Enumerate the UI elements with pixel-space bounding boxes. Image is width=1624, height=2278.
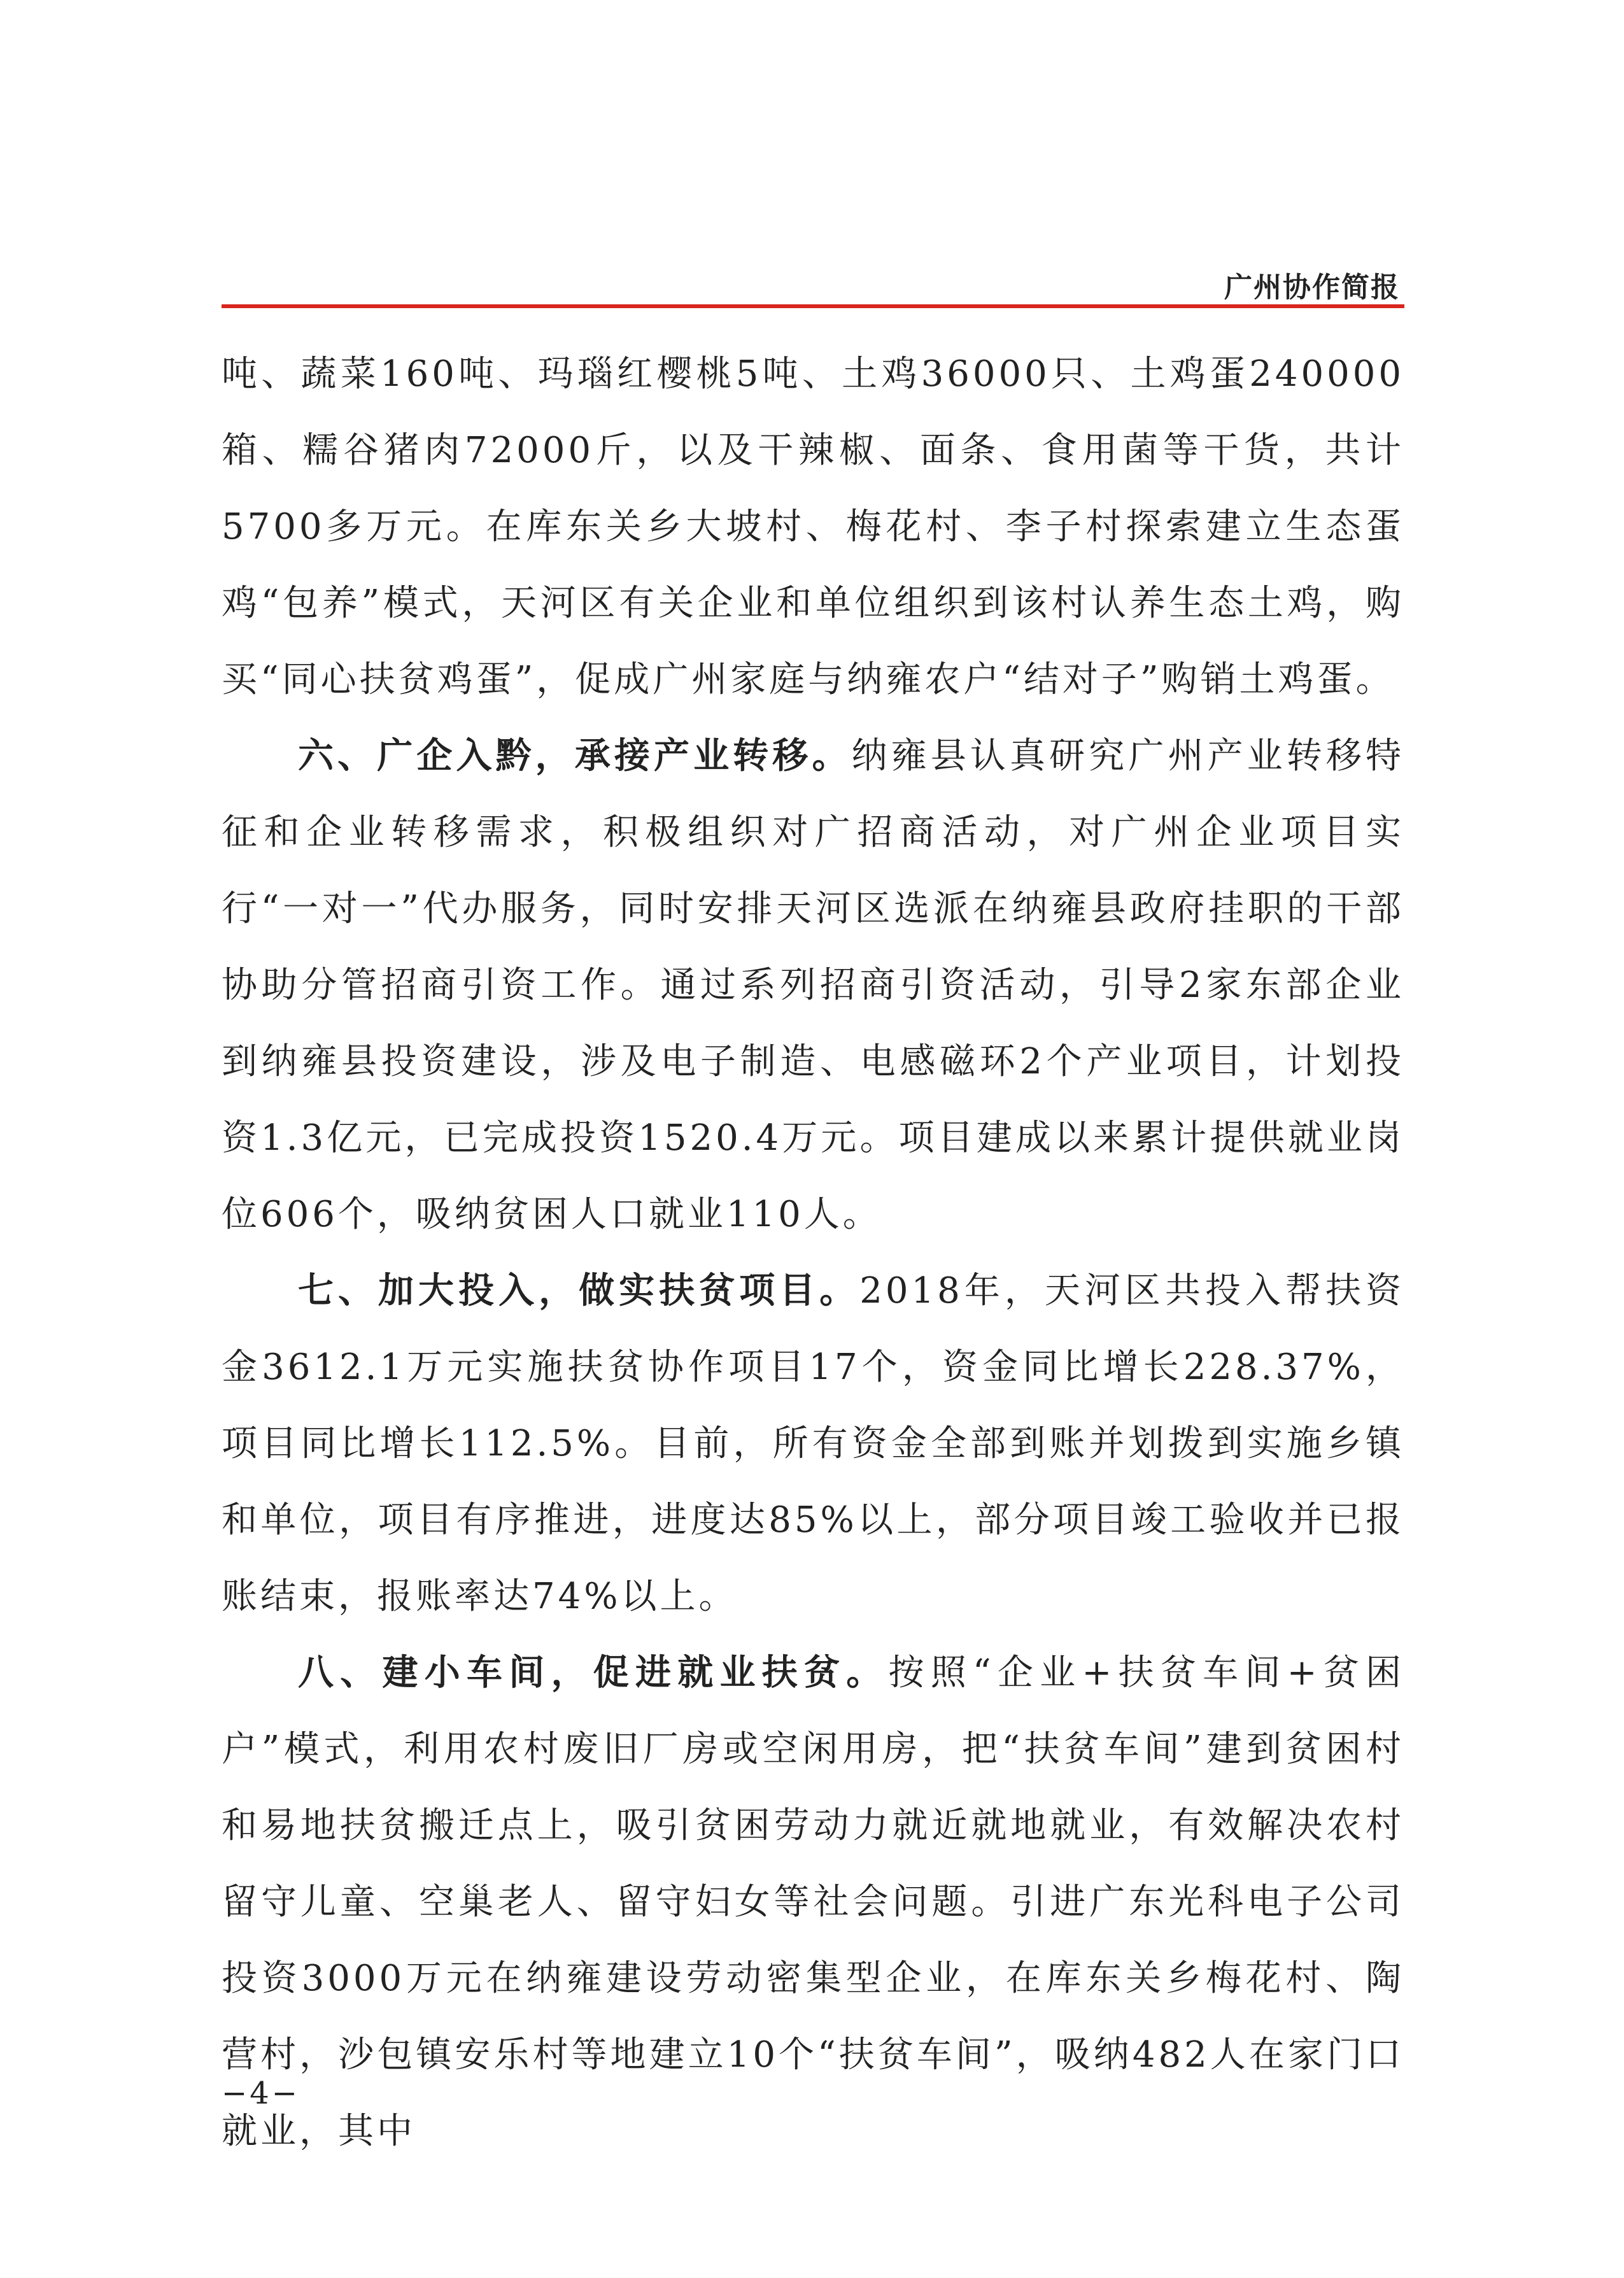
header-title: 广州协作简报 [1224, 271, 1400, 304]
header-divider [222, 304, 1404, 308]
document-body [222, 336, 1404, 2170]
paragraph-text: 吨、蔬菜160吨、玛瑙红樱桃5吨、土鸡36000只、土鸡蛋240000箱、糯谷猪肉72000斤，以及干辣椒、面条、食用菌等干货，共计5700多万元。在库东关乡大坡村、梅花村、李子村探索建立生态蛋鸡“包养”模式，天河区有关企业和单位组织到该村认养生态土鸡，购买“同心扶贫鸡蛋”，促成广州家庭与纳雍农户“结对子”购销土鸡蛋。 [222, 353, 1404, 700]
paragraph-section-6 [222, 718, 1404, 1253]
paragraph-text: 按照“企业+扶贫车间+贫困户”模式，利用农村废旧厂房或空闲用房，把“扶贫车间”建到贫困村和易地扶贫搬迁点上，吸引贫困劳动力就近就地就业，有效解决农村留守儿童、空巢老人、留守妇女等社会问题。引进广东光科电子公司投资3000万元在纳雍建设劳动密集型企业，在库东关乡梅花村、陶营村，沙包镇安乐村等地建立10个“扶贫车间”，吸纳482人在家门口就业，其中 [222, 1652, 1404, 2152]
paragraph-text: 纳雍县认真研究广州产业转移特征和企业转移需求，积极组织对广招商活动，对广州企业项目实行“一对一”代办服务，同时安排天河区选派在纳雍县政府挂职的干部协助分管招商引资工作。通过系列招商引资活动，引导2家东部企业到纳雍县投资建设，涉及电子制造、电感磁环2个产业项目，计划投资1.3亿元，已完成投资1520.4万元。项目建成以来累计提供就业岗位606个，吸纳贫困人口就业110人。 [222, 735, 1405, 1235]
paragraph-continuation [222, 336, 1404, 718]
paragraph-section-7 [222, 1253, 1404, 1635]
section-heading: 八、建小车间，促进就业扶贫。 [298, 1652, 889, 1694]
paragraph-section-8 [222, 1635, 1404, 2170]
paragraph-text: 2018年，天河区共投入帮扶资金3612.1万元实施扶贫协作项目17个，资金同比增长228.37%，项目同比增长112.5%。目前，所有资金全部到账并划拨到实施乡镇和单位，项目有序推进，进度达85%以上，部分项目竣工验收并已报账结束，报账率达74%以上。 [222, 1270, 1405, 1617]
page-number: −4− [222, 2076, 300, 2111]
section-heading: 七、加大投入，做实扶贫项目。 [298, 1270, 860, 1312]
section-heading: 六、广企入黔，承接产业转移。 [298, 735, 852, 777]
